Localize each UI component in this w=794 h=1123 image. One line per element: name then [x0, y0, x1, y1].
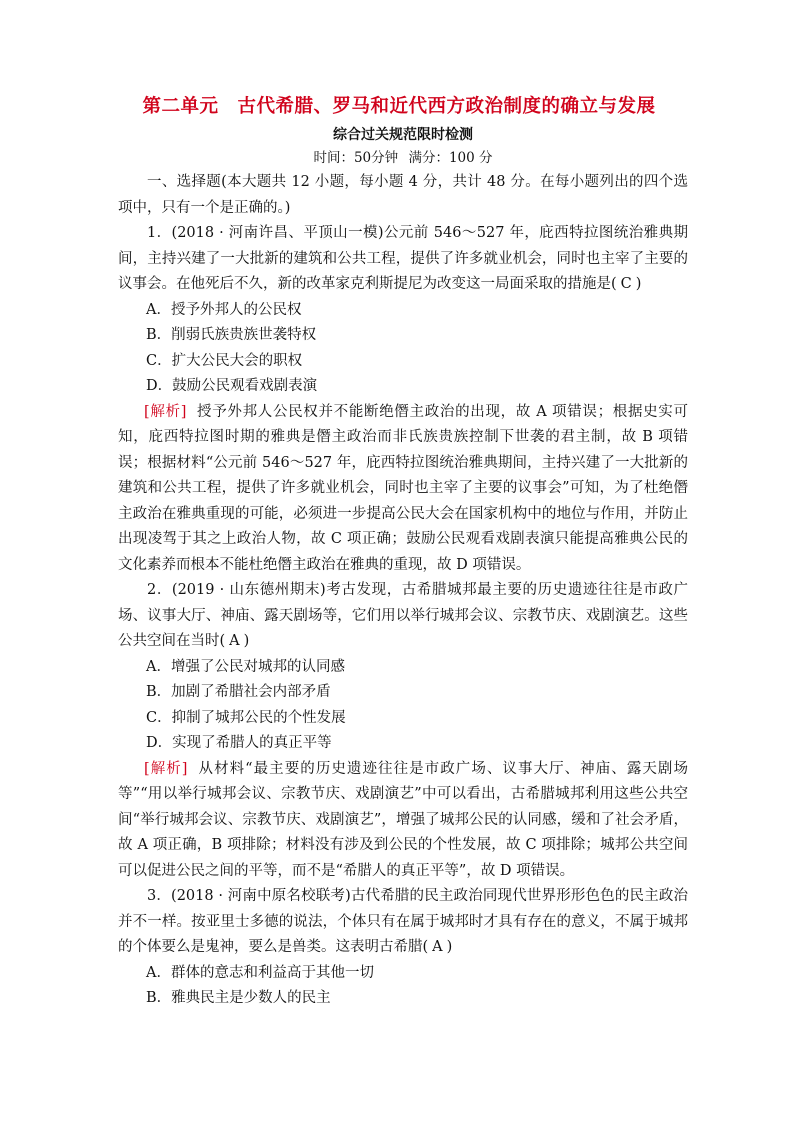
option-a: A．增强了公民对城邦的认同感	[146, 658, 345, 675]
page-title: 第二单元 古代希腊、罗马和近代西方政治制度的确立与发展	[142, 96, 656, 117]
analysis-tag: [解析]	[144, 403, 187, 420]
exam-meta	[118, 146, 688, 170]
answer-letter: A	[229, 633, 240, 649]
document-content	[118, 94, 688, 1012]
option-a: A．授予外邦人的公民权	[146, 301, 302, 318]
section-instructions: 一、选择题(本大题共 12 小题，每小题 4 分，共计 48 分。在每小题列出的四个选项中，只有一个是正确的。)	[118, 174, 688, 216]
analysis-tag: [解析]	[144, 760, 188, 777]
option-c: C．扩大公民大会的职权	[146, 352, 303, 369]
question-stem: 3．(2018 · 河南中原名校联考)古代希腊的民主政治同现代世界形形色色的民主政治并不一样。按亚里士多德的说法，个体只有在属于城邦时才具有存在的意义，不属于城邦的个体要么是鬼神，要么是兽类。这表明古希腊( A )	[118, 888, 688, 955]
exam-score: 满分：100 分	[408, 150, 493, 166]
page-subtitle: 综合过关规范限时检测	[333, 127, 473, 143]
question-stem: 2．(2019 · 山东德州期末)考古发现，古希腊城邦最主要的历史遗迹往往是市政广场、议事大厅、神庙、露天剧场等，它们用以举行城邦会议、宗教节庆、戏剧演艺。这些公共空间在当时( A )	[118, 582, 688, 649]
option-b: B．削弱氏族贵族世袭特权	[146, 327, 317, 343]
exam-time: 时间：50分钟	[313, 150, 399, 166]
answer-letter: A	[432, 939, 443, 955]
option-c: C．抑制了城邦公民的个性发展	[146, 709, 346, 726]
question-2	[118, 578, 688, 884]
analysis: [解析] 从材料“最主要的历史遗迹往往是市政广场、议事大厅、神庙、露天剧场等”“用以举行城邦会议、宗教节庆、戏剧演艺”中可以看出，古希腊城邦利用这些公共空间“举行城邦会议、宗教节庆、戏剧演艺”，增强了城邦公民的认同感，缓和了社会矛盾，故 A 项正确，B 项排除；材料没有涉及到公民的个性发展，故 C 项排除；城邦公共空间可以促进公民之间的平等，而不是“希腊人的真正平等”，故 D 项错误。	[118, 760, 688, 879]
option-b: B．加剧了希腊社会内部矛盾	[146, 684, 331, 700]
option-d: D．实现了希腊人的真正平等	[146, 735, 332, 751]
question-stem: 1．(2018 · 河南许昌、平顶山一模)公元前 546～527 年，庇西特拉图统治雅典期间，主持兴建了一大批新的建筑和公共工程，提供了许多就业机会，同时也主宰了主要的议事会。在他死后不久，新的改革家克利斯提尼为改变这一局面采取的措施是( C )	[118, 225, 688, 292]
option-a: A．群体的意志和利益高于其他一切	[146, 964, 374, 981]
answer-letter: C	[620, 276, 632, 292]
option-d: D．鼓励公民观看戏剧表演	[146, 378, 318, 394]
analysis: [解析] 授予外邦人公民权并不能断绝僭主政治的出现，故 A 项错误；根据史实可知，庇西特拉图时期的雅典是僭主政治而非氏族贵族控制下世袭的君主制，故 B 项错误；根据材料“公元前 546～527 年，庇西特拉图统治雅典期间，主持兴建了一大批新的建筑和公共工程，提供了许多就业机会，同时也主宰了主要的议事会”可知，为了杜绝僭主政治在雅典重现的可能，必须进一步提高公民大会在国家机构中的地位与作用，并防止出现凌驾于其之上政治人物，故 C 项正确；鼓励公民观看戏剧表演只能提高雅典公民的文化素养而根本不能杜绝僭主政治在雅典的重现，故 D 项错误。	[118, 403, 688, 573]
option-b: B．雅典民主是少数人的民主	[146, 990, 331, 1006]
question-3	[118, 884, 688, 1012]
question-1	[118, 221, 688, 578]
